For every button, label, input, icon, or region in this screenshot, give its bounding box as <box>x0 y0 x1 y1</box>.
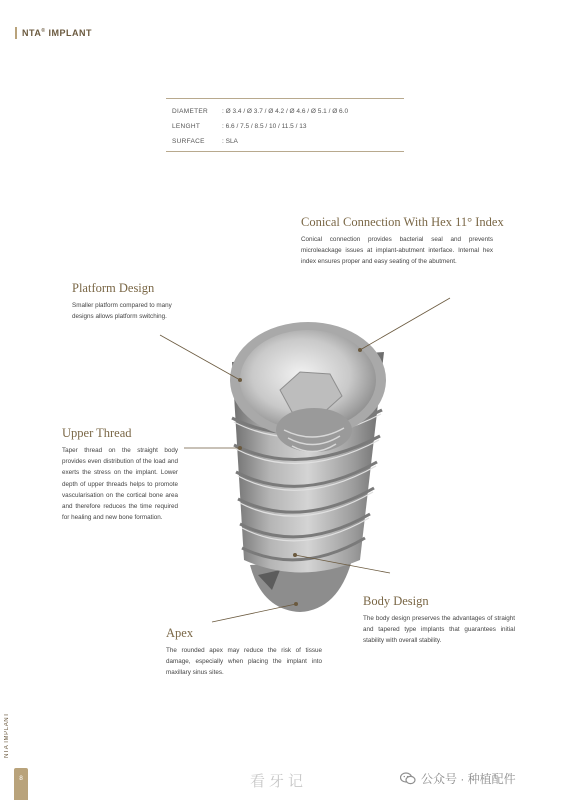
watermark-right <box>400 770 516 787</box>
brand-prefix: NTA <box>22 28 42 38</box>
callout-body-conical: Conical connection provides bacterial seal and prevents microleackage issues at implant-abutment interface. Internal hex index ensures proper and easy seating of the abutment. <box>301 236 493 266</box>
watermark-left: 看牙记 <box>250 773 308 790</box>
brand-suffix: IMPLANT <box>45 28 93 38</box>
wechat-icon <box>400 772 416 785</box>
callout-title-platform: Platform Design <box>72 281 155 295</box>
side-label: NTA IMPLANT <box>4 712 10 758</box>
callout-title-conical: Conical Connection With Hex 11° Index <box>301 215 504 229</box>
callout-title-apex: Apex <box>166 626 194 640</box>
callout-title-body-design: Body Design <box>363 594 429 608</box>
spec-value: : Ø 3.4 / Ø 3.7 / Ø 4.2 / Ø 4.6 / Ø 5.1 / Ø 6.0 <box>222 108 349 115</box>
spec-label: SURFACE <box>172 138 205 145</box>
callout-body-upper-thread: Taper thread on the straight body provides even distribution of the load and exerts the stress on the implant. Lower depth of upper threads helps to promote vascularisation on the cortical bone area and therefore reduces the time required for healing and new bone formation. <box>62 447 178 522</box>
spec-label: DIAMETER <box>172 108 208 115</box>
watermark-right-text: 公众号 · 种植配件 <box>421 772 516 786</box>
callout-title-upper-thread: Upper Thread <box>62 426 132 440</box>
callout-body-platform: Smaller platform compared to many designs allows platform switching. <box>72 302 172 321</box>
page-tab <box>14 768 28 800</box>
spec-value: : SLA <box>222 138 238 145</box>
registered-mark: ® <box>41 28 46 34</box>
spec-label: LENGHT <box>172 123 201 130</box>
page-number: 8 <box>19 775 23 782</box>
callout-body-body-design: The body design preserves the advantages of straight and tapered type implants that guarantees initial stability with overall stability. <box>363 615 515 645</box>
spec-value: : 6.6 / 7.5 / 8.5 / 10 / 11.5 / 13 <box>222 123 307 130</box>
callout-body-apex: The rounded apex may reduce the risk of tissue damage, especially when placing the implant into maxillary sinus sites. <box>166 647 322 677</box>
